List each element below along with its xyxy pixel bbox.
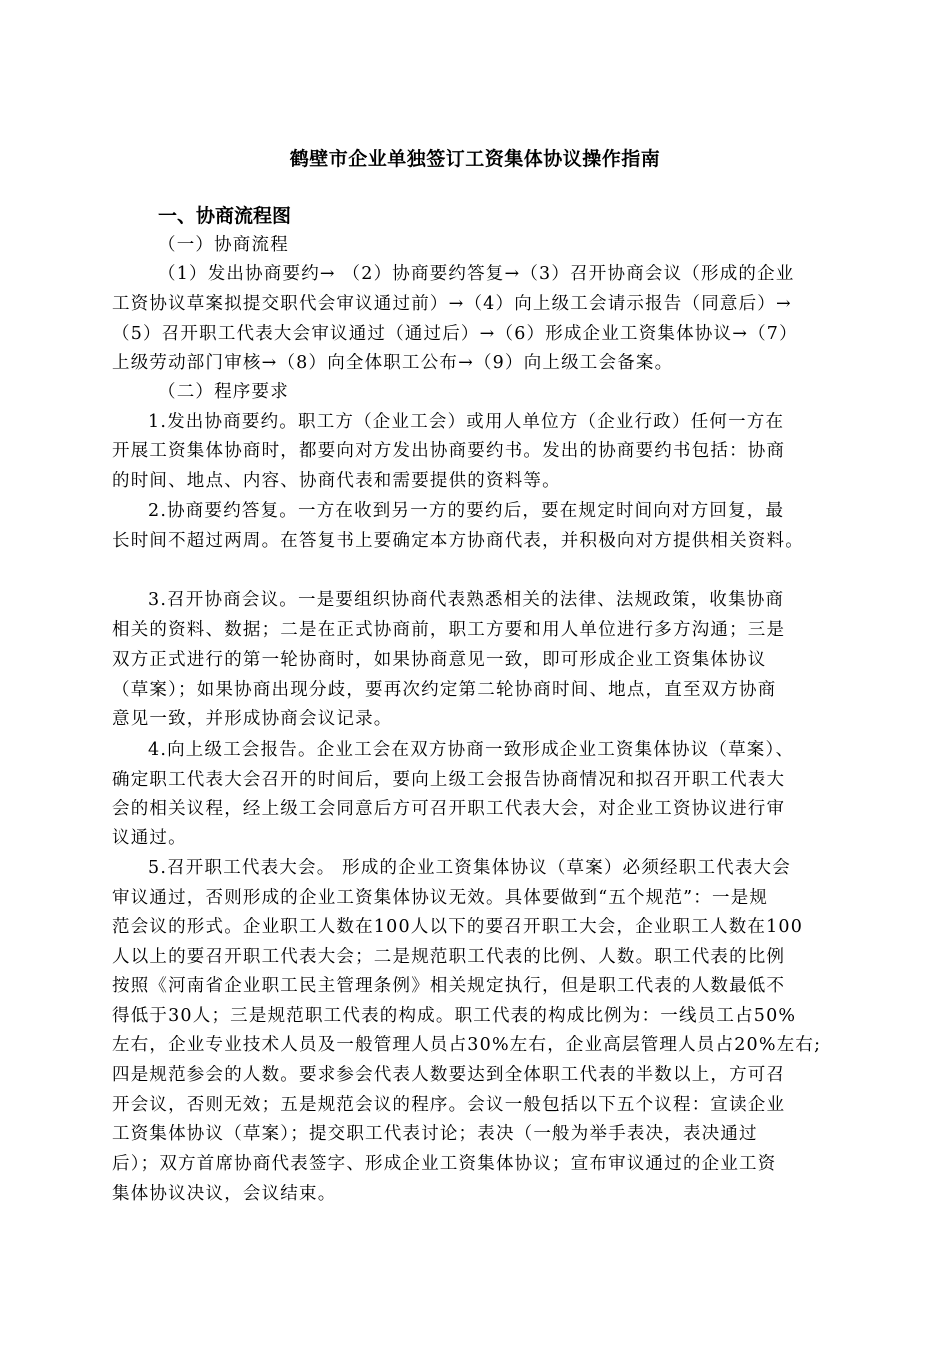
paragraph-line: 按照《河南省企业职工民主管理条例》相关规定执行，但是职工代表的人数最低不 xyxy=(112,976,786,996)
paragraph-line: 的时间、地点、内容、协商代表和需要提供的资料等。 xyxy=(112,471,561,491)
paragraph-line: 5.召开职工代表大会。 形成的企业工资集体协议（草案）必须经职工代表大会 xyxy=(148,858,791,878)
paragraph-line: 四是规范参会的人数。要求参会代表人数要达到全体职工代表的半数以上，方可召 xyxy=(112,1065,786,1085)
flow-line: 工资协议草案拟提交职代会审议通过前）→（4）向上级工会请示报告（同意后）→ xyxy=(112,294,792,314)
subheading-requirements: （二）程序要求 xyxy=(158,382,289,402)
paragraph-line: 议通过。 xyxy=(112,828,187,848)
paragraph-line: 意见一致，并形成协商会议记录。 xyxy=(112,709,393,729)
paragraph-line: 双方正式进行的第一轮协商时，如果协商意见一致，即可形成企业工资集体协议 xyxy=(112,650,767,670)
paragraph-line: 开展工资集体协商时，都要向对方发出协商要约书。发出的协商要约书包括：协商 xyxy=(112,441,786,461)
section-heading-flowchart: 一、协商流程图 xyxy=(158,205,292,227)
paragraph-line: 4.向上级工会报告。企业工会在双方协商一致形成企业工资集体协议（草案）、 xyxy=(148,740,795,760)
paragraph-line: 2.协商要约答复。一方在收到另一方的要约后，要在规定时间向对方回复，最 xyxy=(148,501,785,521)
paragraph-line: 范会议的形式。企业职工人数在100人以下的要召开职工大会，企业职工人数在100 xyxy=(112,917,804,937)
paragraph-line: 人以上的要召开职工代表大会；二是规范职工代表的比例、人数。职工代表的比例 xyxy=(112,947,786,967)
flow-line: （5）召开职工代表大会审议通过（通过后）→（6）形成企业工资集体协议→（7） xyxy=(112,324,798,344)
paragraph-line: 会的相关议程，经上级工会同意后方可召开职工代表大会，对企业工资协议进行审 xyxy=(112,799,786,819)
paragraph-line: 审议通过，否则形成的企业工资集体协议无效。具体要做到“五个规范”：一是规 xyxy=(112,888,769,908)
paragraph-line: 相关的资料、数据；二是在正式协商前，职工方要和用人单位进行多方沟通；三是 xyxy=(112,620,786,640)
paragraph-line: 1.发出协商要约。职工方（企业工会）或用人单位方（企业行政）任何一方在 xyxy=(148,412,785,432)
subheading-process: （一）协商流程 xyxy=(158,235,289,255)
flow-line: （1）发出协商要约→ （2）协商要约答复→（3）召开协商会议（形成的企业 xyxy=(158,264,795,284)
flow-line: 上级劳动部门审核→（8）向全体职工公布→（9）向上级工会备案。 xyxy=(112,353,674,373)
paragraph-line: 集体协议决议，会议结束。 xyxy=(112,1184,337,1204)
paragraph-line: 长时间不超过两周。在答复书上要确定本方协商代表，并积极向对方提供相关资料。 xyxy=(112,531,804,551)
paragraph-line: 后）；双方首席协商代表签字、形成企业工资集体协议；宣布审议通过的企业工资 xyxy=(112,1154,777,1174)
paragraph-line: 确定职工代表大会召开的时间后，要向上级工会报告协商情况和拟召开职工代表大 xyxy=(112,770,786,790)
paragraph-line: 得低于30人；三是规范职工代表的构成。职工代表的构成比例为：一线员工占50% xyxy=(112,1006,797,1026)
paragraph-line: （草案）；如果协商出现分歧，要再次约定第二轮协商时间、地点，直至双方协商 xyxy=(112,680,777,700)
paragraph-line: 开会议，否则无效；五是规范会议的程序。会议一般包括以下五个议程：宣读企业 xyxy=(112,1095,786,1115)
document-title: 鹤壁市企业单独签订工资集体协议操作指南 xyxy=(289,148,661,170)
paragraph-line: 工资集体协议（草案）；提交职工代表讨论；表决（一般为举手表决，表决通过 xyxy=(112,1124,758,1144)
paragraph-line: 左右，企业专业技术人员及一般管理人员占30%左右，企业高层管理人员占20%左右; xyxy=(112,1035,822,1055)
paragraph-line: 3.召开协商会议。一是要组织协商代表熟悉相关的法律、法规政策，收集协商 xyxy=(148,590,785,610)
